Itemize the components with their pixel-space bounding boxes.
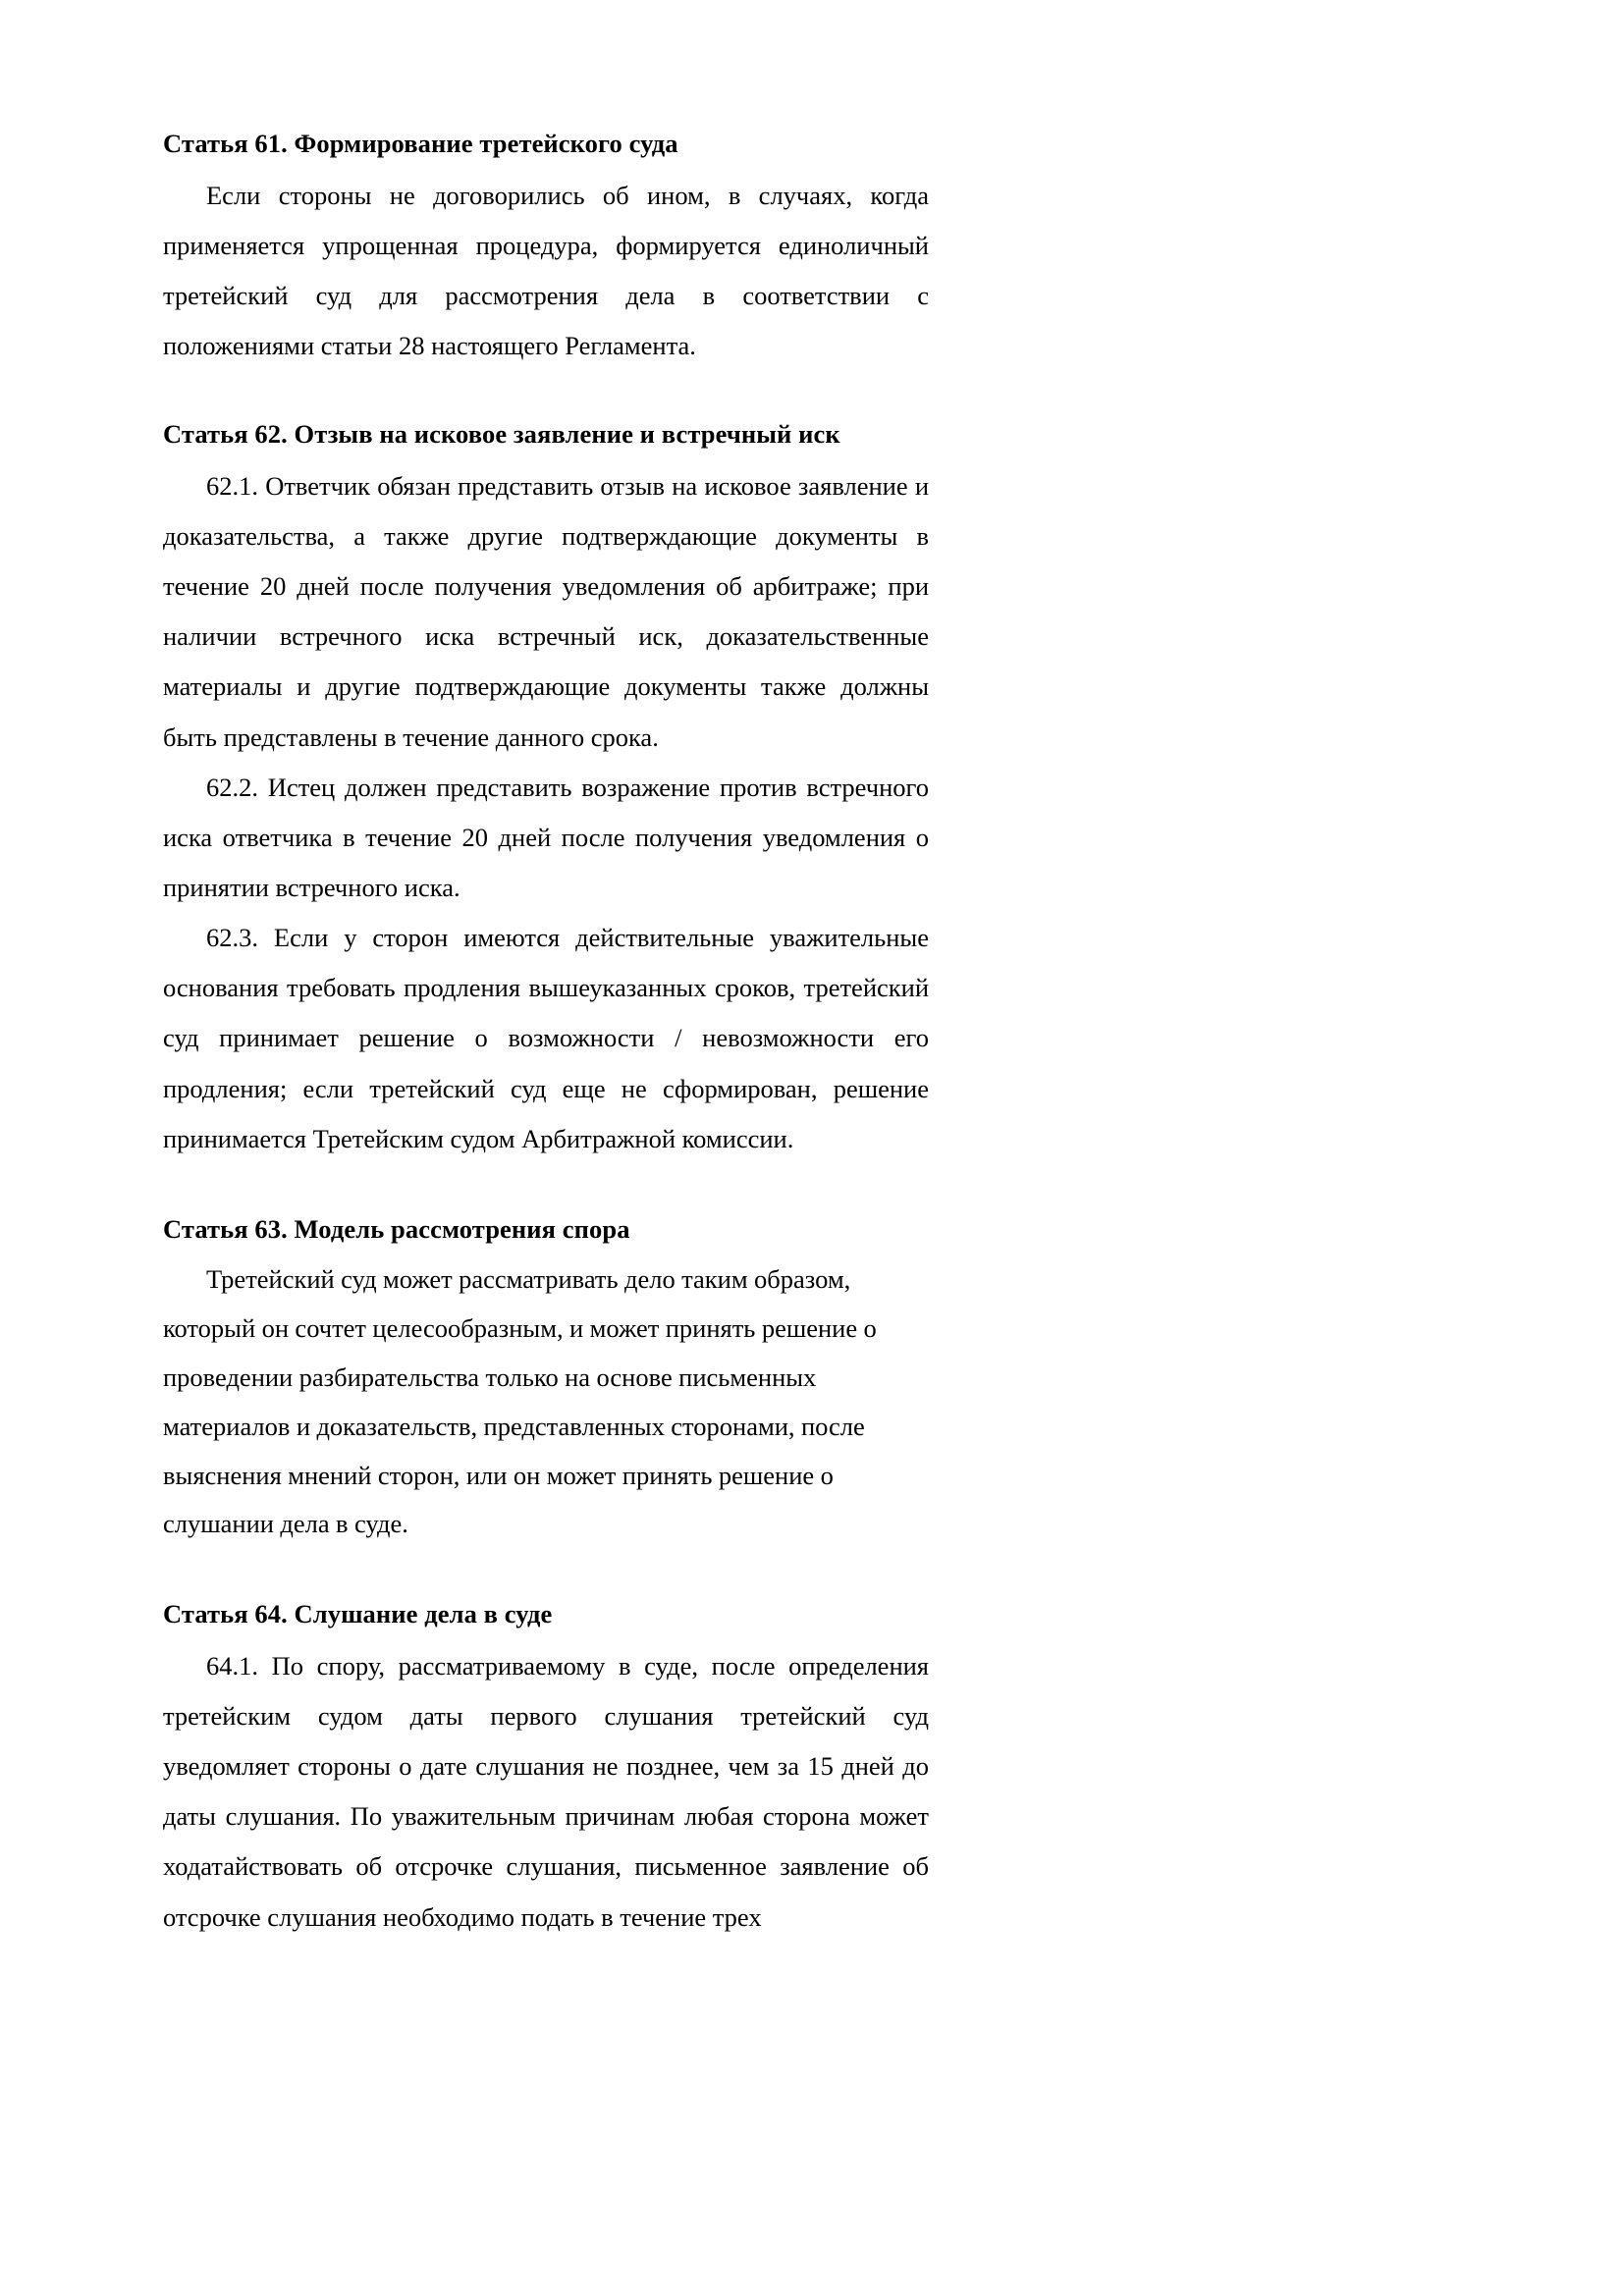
article-heading-62: Статья 62. Отзыв на исковое заявление и встречный иск bbox=[163, 419, 840, 450]
article-heading-64: Статья 64. Слушание дела в суде bbox=[163, 1599, 553, 1629]
article-section-61 bbox=[163, 126, 929, 371]
article-section-63 bbox=[163, 1211, 929, 1550]
article-section-62 bbox=[163, 416, 929, 1164]
article-heading-61: Статья 61. Формирование третейского суда bbox=[163, 129, 678, 158]
article-64-paragraph-1: 64.1. По спору, рассматриваемому в суде, после определения третейским судом даты первого слушания третейский суд уведомляет стороны о дате слушания не позднее, чем за 15 дней до даты слушания. По уважительным причинам любая сторона может ходатайствовать об отсрочке слушания, письменное заявление об отсрочке слушания необходимо подать в течение трех bbox=[163, 1650, 929, 1932]
article-62-paragraph-3: 62.3. Если у сторон имеются действительные уважительные основания требовать продления вышеуказанных сроков, третейский суд принимает решение о возможности / невозможности его продления; если третейский суд еще не сформирован, решение принимается Третейским судом Арбитражной комиссии. bbox=[163, 923, 929, 1153]
article-62-paragraph-2: 62.2. Истец должен представить возражение против встречного иска ответчика в течение 20 дней после получения уведомления о принятии встречного иска. bbox=[163, 772, 929, 902]
article-63-paragraph-1: Третейский суд может рассматривать дело таким образом, который он сочтет целесообразным, и может принять решение о проведении разбирательства только на основе письменных материалов и доказательств, представленных сторонами, после выяснения мнений сторон, или он может принять решение о слушании дела в суде. bbox=[163, 1264, 877, 1539]
page-content bbox=[163, 126, 929, 1943]
article-62-paragraph-1: 62.1. Ответчик обязан представить отзыв на исковое заявление и доказательства, а также другие подтверждающие документы в течение 20 дней после получения уведомления об арбитраже; при наличии встречного иска встречный иск, доказательственные материалы и другие подтверждающие документы также должны быть представлены в течение данного срока. bbox=[163, 470, 929, 752]
article-section-64 bbox=[163, 1596, 929, 1942]
article-61-paragraph-1: Если стороны не договорились об ином, в случаях, когда применяется упрощенная процедура, формируется единоличный третейский суд для рассмотрения дела в соответствии с положениями статьи 28 настоящего Регламента. bbox=[163, 180, 929, 361]
article-heading-63: Статья 63. Модель рассмотрения спора bbox=[163, 1213, 630, 1244]
